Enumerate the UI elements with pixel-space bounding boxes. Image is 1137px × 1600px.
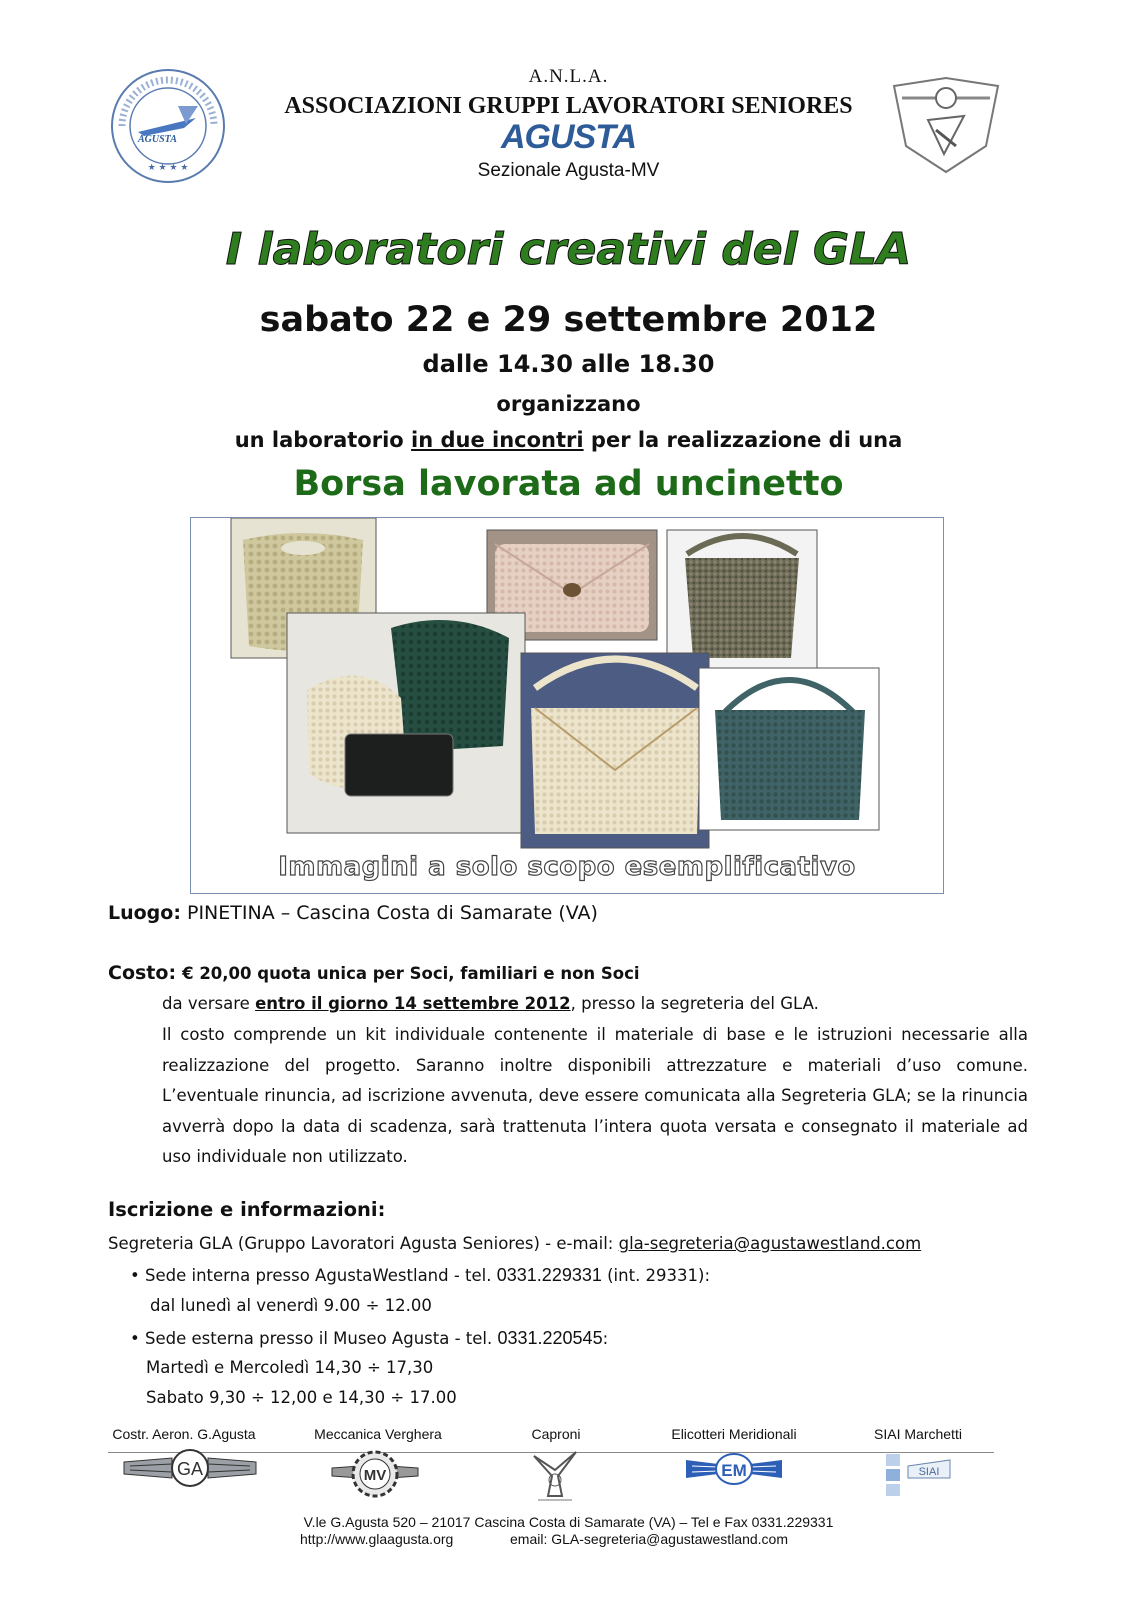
- event-title: I laboratori creativi del GLA: [225, 224, 912, 275]
- sede-esterna-hours-saturday: Sabato 9,30 ÷ 12,00 e 14,30 ÷ 17.00: [146, 1388, 457, 1407]
- sede-interna-int: (int. 29331):: [601, 1266, 711, 1285]
- sede-interna-tel: 0331.229331: [496, 1265, 602, 1285]
- footer-logo-label-ga: Costr. Aeron. G.Agusta: [112, 1426, 256, 1442]
- event-hours: dalle 14.30 alle 18.30: [422, 350, 715, 378]
- footer-logo-label-em: Elicotteri Meridionali: [671, 1426, 797, 1442]
- segreteria-line: [108, 1234, 921, 1253]
- lab-post-text: per la realizzazione di una: [583, 428, 903, 452]
- place-name: PINETINA: [187, 902, 275, 924]
- segreteria-text: Segreteria GLA (Gruppo Lavoratori Agusta Seniores) - e-mail:: [108, 1234, 619, 1253]
- svg-text:★ ★ ★ ★: ★ ★ ★ ★: [147, 163, 189, 173]
- lab-pre-text: un laboratorio: [234, 428, 412, 452]
- association-heading: ASSOCIAZIONI GRUPPI LAVORATORI SENIORES: [284, 93, 853, 119]
- sede-esterna-line: [130, 1328, 608, 1349]
- footer-logo-label-siai: SIAI Marchetti: [874, 1426, 962, 1442]
- organize-text: organizzano: [496, 392, 641, 416]
- sede-esterna-tel: 0331.220545: [497, 1328, 603, 1348]
- cost-label: Costo:: [108, 962, 177, 984]
- place-line: [108, 902, 598, 924]
- sede-esterna-text: Sede esterna presso il Museo Agusta - tel.: [144, 1329, 498, 1348]
- siai-mark-text: SIAI: [918, 1466, 940, 1478]
- footer-logo-label-mv: Meccanica Verghera: [314, 1426, 442, 1442]
- seal-brand-text: AGUSTA: [138, 134, 177, 145]
- lab-underlined-text: in due incontri: [411, 428, 584, 452]
- mv-cog-logo: [330, 1444, 420, 1508]
- emblem-shield-logo: [890, 76, 1002, 174]
- event-date: sabato 22 e 29 settembre 2012: [259, 300, 878, 340]
- mv-mark-text: MV: [363, 1467, 387, 1484]
- siai-logo: [884, 1452, 954, 1498]
- section-subtitle: Sezionale Agusta-MV: [477, 160, 660, 181]
- info-heading: Iscrizione e informazioni:: [108, 1198, 386, 1221]
- lab-description: [0, 428, 1137, 452]
- photo-collage: [190, 517, 944, 894]
- footer-website-link[interactable]: http://www.glaagusta.org: [300, 1531, 454, 1547]
- segreteria-email-link[interactable]: gla-segreteria@agustawestland.com: [618, 1234, 922, 1253]
- sede-esterna-colon: :: [602, 1329, 609, 1348]
- photo-caption: Immagini a solo scopo esemplificativo: [278, 852, 856, 882]
- footer-logo-label-caproni: Caproni: [531, 1426, 581, 1442]
- bullet-icon: •: [130, 1266, 140, 1285]
- sede-interna-hours: dal lunedì al venerdì 9.00 ÷ 12.00: [150, 1296, 432, 1315]
- caproni-eagle-logo: [528, 1446, 582, 1506]
- agusta-brand-logo: AGUSTA: [500, 118, 637, 156]
- footer-email-link[interactable]: email: GLA-segreteria@agustawestland.com: [510, 1531, 789, 1547]
- cost-amount: € 20,00 quota unica per Soci, familiari e non Soci: [182, 964, 640, 983]
- sede-interna-text: Sede interna presso AgustaWestland - tel.: [144, 1266, 497, 1285]
- footer-address: V.le G.Agusta 520 – 21017 Cascina Costa di Samarate (VA) – Tel e Fax 0331.229331: [303, 1514, 834, 1530]
- cost-deadline-post: , presso la segreteria del GLA.: [570, 994, 819, 1013]
- anla-heading: A.N.L.A.: [528, 66, 609, 87]
- cost-deadline: [162, 994, 819, 1013]
- place-label: Luogo:: [108, 902, 181, 924]
- cost-details: Il costo comprende un kit individuale contenente il materiale di base e le istruzioni necessarie alla realizzazione del progetto. Saranno inoltre disponibili attrezzature e materiali d’uso comune. L’eventuale rinuncia, ad iscrizione avvenuta, deve essere comunicata alla Segreteria GLA; se la rinuncia avverrà dopo la data di scadenza, sarà trattenuta l’intera quota versata e consegnato il materiale ad uso individuale non utilizzato.: [162, 1025, 1028, 1166]
- cost-deadline-date: entro il giorno 14 settembre 2012: [255, 994, 571, 1013]
- ga-mark-text: GA: [176, 1459, 204, 1479]
- em-winged-logo: [684, 1452, 784, 1486]
- bullet-icon: •: [130, 1329, 140, 1348]
- bags-collage-image: [191, 518, 943, 893]
- cost-deadline-pre: da versare: [162, 994, 256, 1013]
- em-mark-text: EM: [721, 1461, 747, 1480]
- ga-winged-logo: [120, 1448, 260, 1488]
- sede-esterna-hours-weekday: Martedì e Mercoledì 14,30 ÷ 17,30: [146, 1358, 434, 1377]
- place-rest: – Cascina Costa di Samarate (VA): [274, 902, 598, 924]
- cost-line: [108, 962, 640, 984]
- sede-interna-line: [130, 1265, 710, 1286]
- product-title: Borsa lavorata ad uncinetto: [293, 464, 844, 504]
